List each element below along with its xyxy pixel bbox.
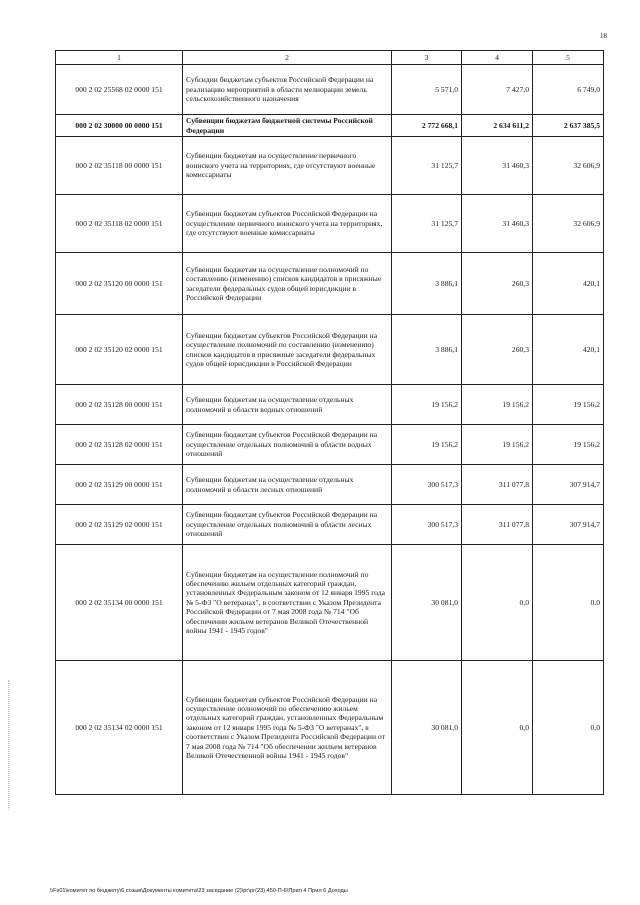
year-3-amount-cell: 0,0 xyxy=(533,661,604,795)
budget-code-cell: 000 2 02 35129 00 0000 151 xyxy=(56,465,183,505)
table-row xyxy=(56,661,604,795)
description-cell: Субвенции бюджетам субъектов Российской Федерации на осуществление полномочий по обеспечению жильем отдельных категорий граждан, установленных Федеральным законом от 12 января 1995 года № 5-ФЗ "О ветеранах", в соответствии с Указом Президента Российской Федерации от 7 мая 2008 года № 714 "Об обеспечении жильем ветеранов Великой Отечественной войны 1941 - 1945 годов" xyxy=(183,661,392,795)
table-row xyxy=(56,253,604,315)
year-1-amount-cell: 31 125,7 xyxy=(392,137,462,195)
column-number-row xyxy=(56,51,604,65)
description-cell: Субвенции бюджетам субъектов Российской Федерации на осуществление отдельных полномочий в области водных отношений xyxy=(183,425,392,465)
year-3-amount-cell: 19 156,2 xyxy=(533,385,604,425)
year-2-amount-cell: 31 460,3 xyxy=(462,137,533,195)
table-row xyxy=(56,65,604,115)
year-1-amount-cell: 30 081,0 xyxy=(392,545,462,661)
year-3-amount-cell: 0,0 xyxy=(533,545,604,661)
table-row xyxy=(56,195,604,253)
description-cell: Субвенции бюджетам на осуществление первичного воинского учета на территориях, где отсутствуют военные комиссариаты xyxy=(183,137,392,195)
budget-code-cell: 000 2 02 35118 00 0000 151 xyxy=(56,137,183,195)
description-cell: Субвенции бюджетам на осуществление отдельных полномочий в области водных отношений xyxy=(183,385,392,425)
year-3-amount-cell: 307 914,7 xyxy=(533,505,604,545)
table-row xyxy=(56,425,604,465)
budget-code-cell: 000 2 02 30000 00 0000 151 xyxy=(56,115,183,137)
year-2-amount-cell: 311 077,8 xyxy=(462,505,533,545)
year-3-amount-cell: 307 914,7 xyxy=(533,465,604,505)
year-2-amount-cell: 31 460,3 xyxy=(462,195,533,253)
year-1-amount-cell: 19 156,2 xyxy=(392,425,462,465)
column-header: 2 xyxy=(183,51,392,65)
column-header: 3 xyxy=(392,51,462,65)
budget-code-cell: 000 2 02 35129 02 0000 151 xyxy=(56,505,183,545)
budget-code-cell: 000 2 02 35134 00 0000 151 xyxy=(56,545,183,661)
year-2-amount-cell: 2 634 611,2 xyxy=(462,115,533,137)
description-cell: Субвенции бюджетам субъектов Российской Федерации на осуществление отдельных полномочий в области лесных отношений xyxy=(183,505,392,545)
page-number: 18 xyxy=(600,32,607,40)
budget-code-cell: 000 2 02 35120 02 0000 151 xyxy=(56,315,183,385)
year-3-amount-cell: 19 156,2 xyxy=(533,425,604,465)
year-2-amount-cell: 311 077,8 xyxy=(462,465,533,505)
description-cell: Субвенции бюджетам субъектов Российской Федерации на осуществление первичного воинского учета на территориях, где отсутствуют военные комиссариаты xyxy=(183,195,392,253)
year-1-amount-cell: 3 886,1 xyxy=(392,315,462,385)
year-2-amount-cell: 7 427,0 xyxy=(462,65,533,115)
description-cell: Субсидии бюджетам субъектов Российской Федерации на реализацию мероприятий в области мелиорации земель сельскохозяйственного назначения xyxy=(183,65,392,115)
year-1-amount-cell: 19 156,2 xyxy=(392,385,462,425)
column-header: 5 xyxy=(533,51,604,65)
year-1-amount-cell: 300 517,3 xyxy=(392,465,462,505)
budget-code-cell: 000 2 02 35134 02 0000 151 xyxy=(56,661,183,795)
year-3-amount-cell: 32 606,9 xyxy=(533,195,604,253)
table-row xyxy=(56,385,604,425)
year-1-amount-cell: 30 081,0 xyxy=(392,661,462,795)
year-1-amount-cell: 3 886,1 xyxy=(392,253,462,315)
year-2-amount-cell: 19 156,2 xyxy=(462,425,533,465)
year-3-amount-cell: 2 637 385,5 xyxy=(533,115,604,137)
year-2-amount-cell: 260,3 xyxy=(462,315,533,385)
revenue-table xyxy=(55,50,604,795)
year-3-amount-cell: 6 749,0 xyxy=(533,65,604,115)
footer-file-path: \\Fs01\комитет по бюджету\6 созыв\Документы комитета\23 заседание (2)\рг\рг(23) 450-П-6\Прил 4 Прил 6 Доходы xyxy=(50,888,348,894)
year-2-amount-cell: 19 156,2 xyxy=(462,385,533,425)
year-1-amount-cell: 31 125,7 xyxy=(392,195,462,253)
table-row xyxy=(56,115,604,137)
budget-code-cell: 000 2 02 35120 00 0000 151 xyxy=(56,253,183,315)
budget-code-cell: 000 2 02 25568 02 0000 151 xyxy=(56,65,183,115)
year-2-amount-cell: 0,0 xyxy=(462,545,533,661)
year-1-amount-cell: 5 571,0 xyxy=(392,65,462,115)
budget-code-cell: 000 2 02 35128 00 0000 151 xyxy=(56,385,183,425)
year-3-amount-cell: 420,1 xyxy=(533,253,604,315)
year-1-amount-cell: 2 772 668,1 xyxy=(392,115,462,137)
budget-code-cell: 000 2 02 35128 02 0000 151 xyxy=(56,425,183,465)
description-cell: Субвенции бюджетам бюджетной системы Российской Федерации xyxy=(183,115,392,137)
margin-marks xyxy=(8,680,10,810)
year-2-amount-cell: 260,3 xyxy=(462,253,533,315)
column-header: 4 xyxy=(462,51,533,65)
description-cell: Субвенции бюджетам на осуществление отдельных полномочий в области лесных отношений xyxy=(183,465,392,505)
year-3-amount-cell: 420,1 xyxy=(533,315,604,385)
column-header: 1 xyxy=(56,51,183,65)
table-row xyxy=(56,465,604,505)
table-row xyxy=(56,505,604,545)
table-row xyxy=(56,545,604,661)
table-row xyxy=(56,137,604,195)
budget-code-cell: 000 2 02 35118 02 0000 151 xyxy=(56,195,183,253)
year-2-amount-cell: 0,0 xyxy=(462,661,533,795)
description-cell: Субвенции бюджетам субъектов Российской Федерации на осуществление полномочий по составлению (изменению) списков кандидатов в присяжные заседатели федеральных судов общей юрисдикции в Российской Федерации xyxy=(183,315,392,385)
year-3-amount-cell: 32 606,9 xyxy=(533,137,604,195)
table-row xyxy=(56,315,604,385)
year-1-amount-cell: 300 517,3 xyxy=(392,505,462,545)
description-cell: Субвенции бюджетам на осуществление полномочий по обеспечению жильем отдельных категорий граждан, установленных Федеральным законом от 12 января 1995 года № 5-ФЗ "О ветеранах", в соответствии с Указом Президента Российской Федерации от 7 мая 2008 года № 714 "Об обеспечении жильем ветеранов Великой Отечественной войны 1941 - 1945 годов" xyxy=(183,545,392,661)
table-body xyxy=(56,65,604,795)
description-cell: Субвенции бюджетам на осуществление полномочий по составлению (изменению) списков кандидатов в присяжные заседатели федеральных судов общей юрисдикции в Российской Федерации xyxy=(183,253,392,315)
